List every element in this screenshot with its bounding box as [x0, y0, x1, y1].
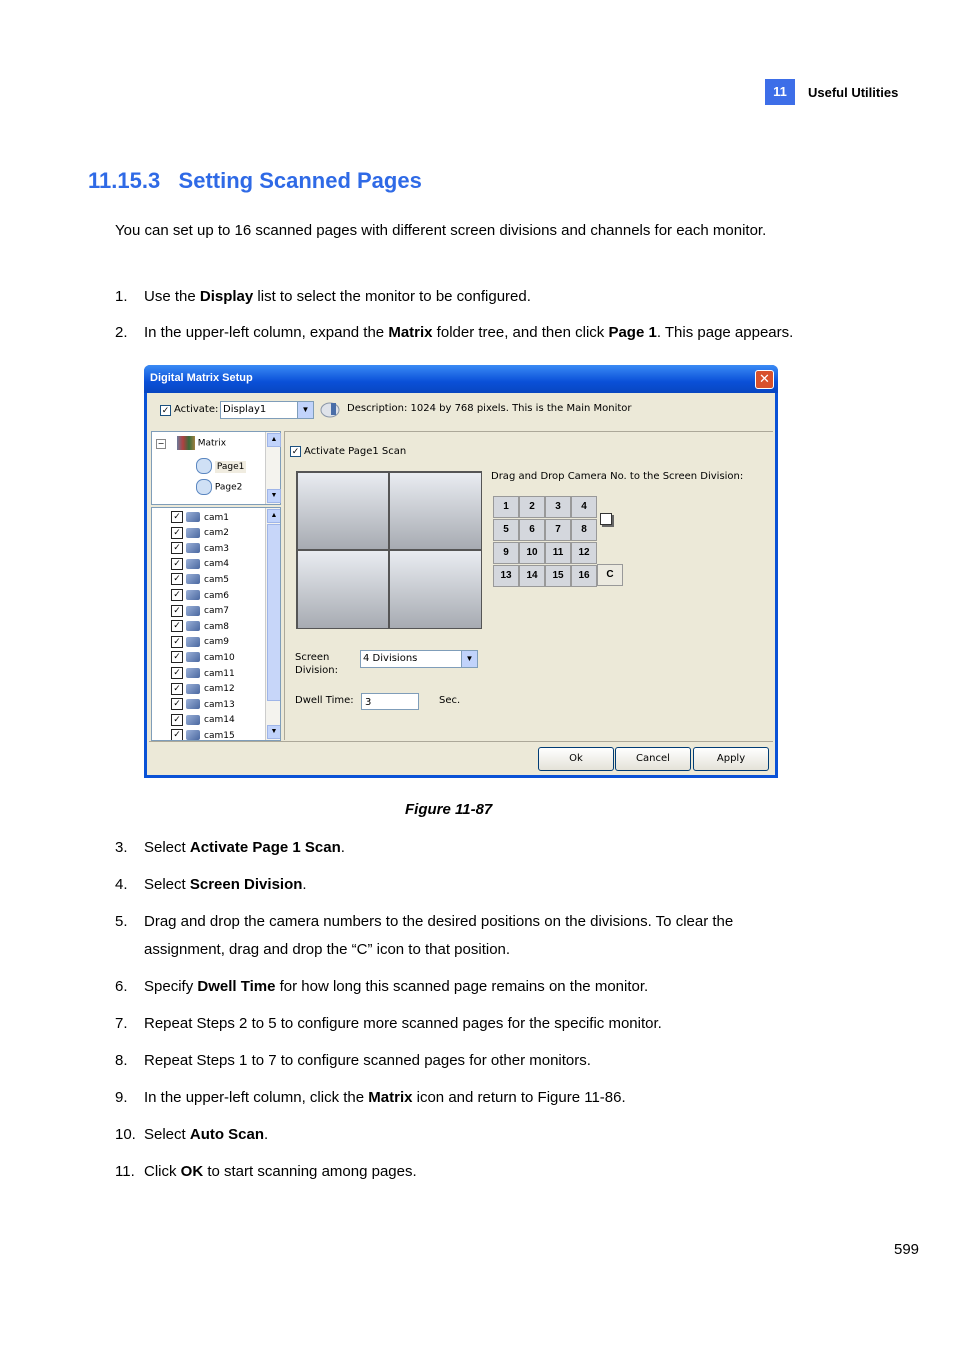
screen-division-label-2: Division: [295, 665, 338, 676]
camera-list-item[interactable] [171, 589, 229, 604]
step-text [144, 1051, 834, 1071]
step-text-run: In the upper-left column, click the [144, 1089, 369, 1106]
camera-icon [186, 574, 200, 584]
camera-icon [186, 652, 200, 662]
dialog-titlebar [144, 365, 778, 393]
camera-list-item[interactable] [171, 651, 235, 666]
display-select-value: Display1 [223, 404, 267, 415]
dwell-time-unit: Sec. [439, 695, 461, 706]
camera-label: cam12 [204, 684, 235, 695]
digital-matrix-setup-dialog [144, 365, 778, 778]
collapse-icon[interactable]: − [157, 438, 165, 448]
camera-list-item[interactable] [171, 683, 235, 698]
step-text-run: for how long this scanned page remains on the monitor. [275, 978, 649, 995]
camera-key-14[interactable]: 14 [519, 565, 545, 587]
scroll-up-icon[interactable]: ▲ [267, 433, 281, 447]
camera-checkbox[interactable]: ✓ [171, 683, 183, 695]
clear-key[interactable]: C [597, 564, 623, 586]
apply-button[interactable]: Apply [693, 747, 769, 771]
camera-label: cam3 [204, 543, 229, 554]
camera-label: cam4 [204, 559, 229, 570]
camera-list-item[interactable] [171, 573, 229, 588]
camera-label: cam5 [204, 574, 229, 585]
step-text-run: . [302, 876, 307, 893]
camera-label: cam13 [204, 699, 235, 710]
camera-key-15[interactable]: 15 [545, 565, 571, 587]
dwell-time-label: Dwell Time: [295, 695, 354, 706]
activate-label: Activate: [174, 404, 219, 415]
tree-page2-label: Page2 [214, 482, 243, 493]
scroll-up-icon[interactable]: ▲ [267, 509, 281, 523]
camera-list-item[interactable] [171, 729, 235, 741]
step-text [144, 838, 834, 858]
step-text [144, 1125, 834, 1145]
camera-icon [186, 590, 200, 600]
camera-icon [186, 543, 200, 553]
camera-checkbox[interactable]: ✓ [171, 698, 183, 710]
camera-key-8[interactable]: 8 [571, 519, 597, 541]
camera-list-item[interactable] [171, 636, 229, 651]
camera-key-12[interactable]: 12 [571, 542, 597, 564]
step-text-run: Use the [144, 288, 200, 305]
screen-division-value: 4 Divisions [363, 653, 418, 664]
camera-checkbox[interactable]: ✓ [171, 527, 183, 539]
step-text-run: . [340, 839, 345, 856]
tree-root-label: Matrix [197, 438, 227, 449]
camera-list-scrollbar[interactable] [265, 508, 280, 740]
page-icon [196, 458, 212, 474]
camera-checkbox[interactable]: ✓ [171, 589, 183, 601]
scroll-thumb[interactable] [267, 524, 281, 701]
camera-checkbox[interactable]: ✓ [171, 620, 183, 632]
camera-checkbox[interactable]: ✓ [171, 511, 183, 523]
cancel-button[interactable]: Cancel [615, 747, 691, 771]
camera-icon [186, 699, 200, 709]
camera-checkbox[interactable]: ✓ [171, 651, 183, 663]
display-select[interactable] [220, 401, 314, 419]
camera-key-2[interactable]: 2 [519, 496, 545, 518]
camera-checkbox[interactable]: ✓ [171, 714, 183, 726]
step-emphasis: Auto Scan [189, 1126, 265, 1143]
camera-icon [186, 637, 200, 647]
step-number: 10. [115, 1126, 136, 1143]
chevron-down-icon: ▼ [461, 651, 477, 667]
dialog-body [147, 393, 775, 775]
tree-root-row[interactable] [156, 436, 226, 451]
tree-scrollbar[interactable] [265, 432, 280, 504]
step-text [144, 1088, 834, 1108]
camera-checkbox[interactable]: ✓ [171, 558, 183, 570]
camera-icon [186, 559, 200, 569]
ok-button[interactable]: Ok [538, 747, 614, 771]
step-emphasis: Dwell Time [197, 978, 276, 995]
step-number: 8. [115, 1052, 128, 1069]
step-number: 1. [115, 288, 128, 305]
camera-list-item[interactable] [171, 511, 229, 526]
step-text [144, 875, 834, 895]
activate-checkbox[interactable]: ✓ [161, 405, 170, 415]
activate-scan-checkbox[interactable]: ✓ [291, 446, 300, 456]
tree-page1-label: Page1 [216, 461, 245, 472]
camera-icon [186, 715, 200, 725]
page-number: 599 [894, 1241, 920, 1258]
step-text-run: Repeat Steps 1 to 7 to configure scanned pages for other monitors. [144, 1052, 591, 1069]
step-emphasis: OK [180, 1163, 204, 1180]
step-number: 4. [115, 876, 128, 893]
camera-list-item[interactable] [171, 558, 229, 573]
division-cell-3[interactable] [297, 550, 389, 629]
camera-label: cam11 [204, 668, 235, 679]
camera-list-item[interactable] [171, 542, 229, 557]
camera-list-item[interactable] [171, 527, 229, 542]
step-text-run: list to select the monitor to be configured. [253, 288, 531, 305]
step-text-run: Select [144, 839, 190, 856]
tree-page2-row[interactable] [196, 479, 242, 494]
step-emphasis: Matrix [388, 324, 433, 341]
camera-icon [186, 528, 200, 538]
camera-checkbox[interactable]: ✓ [171, 573, 183, 585]
division-cell-2[interactable] [389, 472, 482, 550]
camera-icon [186, 684, 200, 694]
chapter-title: Useful Utilities [808, 85, 899, 100]
camera-icon [186, 606, 200, 616]
drag-drop-label: Drag and Drop Camera No. to the Screen Division: [491, 471, 744, 482]
step-text-run: . [264, 1126, 269, 1143]
step-emphasis: Activate Page 1 Scan [189, 839, 341, 856]
description-text: Description: 1024 by 768 pixels. This is the Main Monitor [347, 403, 632, 414]
step-number: 11. [115, 1163, 135, 1180]
step-text-run: . This page appears. [656, 324, 794, 341]
camera-list-item[interactable] [171, 714, 235, 729]
scroll-down-icon[interactable]: ▼ [267, 489, 281, 503]
camera-icon [186, 730, 200, 740]
step-text-run: folder tree, and then click [432, 324, 609, 341]
section-title: Setting Scanned Pages [178, 168, 422, 193]
step-text-run: Select [144, 1126, 190, 1143]
section-heading [88, 168, 422, 194]
step-text [144, 977, 834, 997]
step-number: 7. [115, 1015, 128, 1032]
dialog-title: Digital Matrix Setup [150, 372, 253, 384]
camera-checkbox[interactable]: ✓ [171, 667, 183, 679]
tree-page1-row[interactable] [196, 458, 246, 473]
camera-icon [186, 668, 200, 678]
step-emphasis: Page 1 [608, 324, 657, 341]
activate-scan-label: Activate Page1 Scan [304, 446, 407, 457]
figure-caption: Figure 11-87 [405, 801, 493, 818]
step-text-run: to start scanning among pages. [203, 1163, 417, 1180]
camera-key-13[interactable]: 13 [493, 565, 519, 587]
camera-label: cam14 [204, 715, 235, 726]
section-number: 11.15.3 [88, 168, 161, 193]
camera-list-panel [151, 507, 281, 741]
camera-key-7[interactable]: 7 [545, 519, 571, 541]
camera-list-item[interactable] [171, 667, 235, 682]
camera-label: cam7 [204, 606, 229, 617]
camera-key-10[interactable]: 10 [519, 542, 545, 564]
camera-key-16[interactable]: 16 [571, 565, 597, 587]
step-text-run: Select [144, 876, 190, 893]
page-icon [196, 479, 212, 495]
camera-checkbox[interactable]: ✓ [171, 636, 183, 648]
step-text-run: Repeat Steps 2 to 5 to configure more scanned pages for the specific monitor. [144, 1015, 662, 1032]
step-number: 5. [115, 913, 128, 930]
step-number: 6. [115, 978, 128, 995]
step-text [144, 1014, 834, 1034]
scroll-down-icon[interactable]: ▼ [267, 725, 281, 739]
step-number: 3. [115, 839, 128, 856]
division-cell-4[interactable] [389, 550, 482, 629]
camera-icon [186, 512, 200, 522]
copy-icon[interactable] [600, 513, 612, 525]
camera-key-11[interactable]: 11 [545, 542, 571, 564]
camera-key-5[interactable]: 5 [493, 519, 519, 541]
dwell-time-input[interactable]: 3 [361, 693, 419, 710]
division-cell-1[interactable] [297, 472, 389, 550]
camera-list-item[interactable] [171, 620, 229, 635]
camera-label: cam10 [204, 652, 235, 663]
camera-label: cam15 [204, 730, 235, 741]
step-number: 2. [115, 324, 128, 341]
monitor-icon [320, 401, 340, 418]
divider [149, 741, 773, 742]
matrix-tree-panel [151, 431, 281, 505]
step-text-run: Specify [144, 978, 198, 995]
camera-icon [186, 621, 200, 631]
step-text [144, 323, 834, 343]
camera-key-1[interactable]: 1 [493, 496, 519, 518]
screen-division-select[interactable] [360, 650, 478, 668]
step-text [144, 287, 834, 307]
screen-division-label-1: Screen [295, 652, 330, 663]
camera-key-9[interactable]: 9 [493, 542, 519, 564]
chevron-down-icon: ▼ [297, 402, 313, 418]
camera-checkbox[interactable]: ✓ [171, 542, 183, 554]
step-emphasis: Display [199, 288, 254, 305]
camera-label: cam2 [204, 528, 229, 539]
camera-label: cam8 [204, 621, 229, 632]
step-text-run: Click [144, 1163, 181, 1180]
camera-list-item[interactable] [171, 698, 235, 713]
step-text [144, 912, 834, 932]
camera-label: cam9 [204, 637, 229, 648]
step-text-run: Drag and drop the camera numbers to the desired positions on the divisions. To clear the [144, 913, 734, 930]
camera-key-3[interactable]: 3 [545, 496, 571, 518]
step-text-run: icon and return to Figure 11-86. [412, 1089, 626, 1106]
camera-list-item[interactable] [171, 605, 229, 620]
chapter-number-badge: 11 [765, 79, 795, 105]
screen-division-preview [296, 471, 482, 629]
step-text-run: In the upper-left column, expand the [144, 324, 389, 341]
step-emphasis: Screen Division [189, 876, 303, 893]
matrix-icon[interactable] [177, 436, 195, 450]
camera-key-6[interactable]: 6 [519, 519, 545, 541]
camera-label: cam1 [204, 512, 229, 523]
intro-paragraph: You can set up to 16 scanned pages with different screen divisions and channels for each monitor. [115, 222, 767, 239]
camera-key-4[interactable]: 4 [571, 496, 597, 518]
step-emphasis: Matrix [368, 1089, 413, 1106]
camera-label: cam6 [204, 590, 229, 601]
step-text [144, 1162, 834, 1182]
close-icon[interactable]: ✕ [755, 370, 774, 389]
step-text-line2: assignment, drag and drop the “C” icon to that position. [144, 941, 511, 958]
camera-checkbox[interactable]: ✓ [171, 729, 183, 741]
step-number: 9. [115, 1089, 128, 1106]
camera-checkbox[interactable]: ✓ [171, 605, 183, 617]
